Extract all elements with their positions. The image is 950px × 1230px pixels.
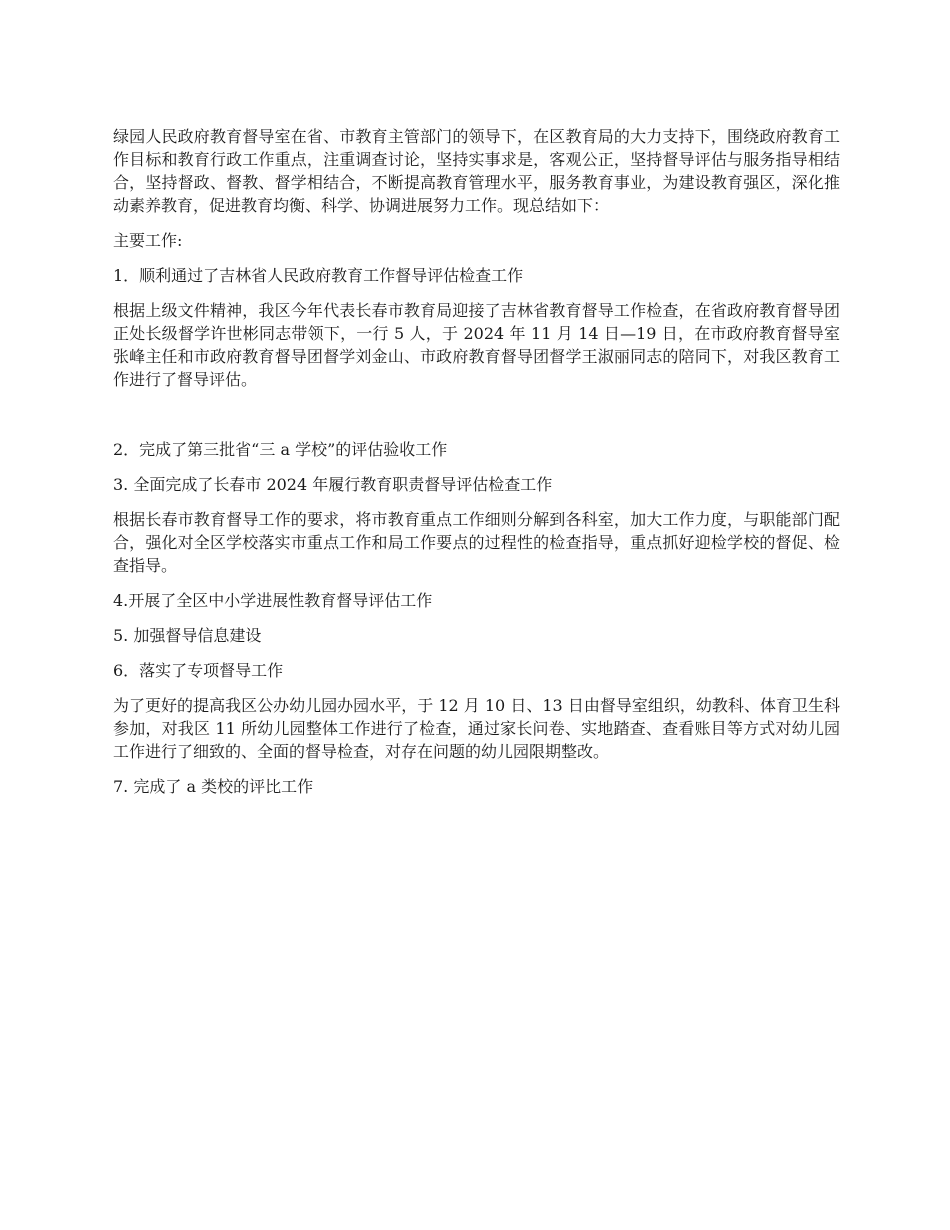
item-3-paragraph: 根据长春市教育督导工作的要求，将市教育重点工作细则分解到各科室，加大工作力度，与职能部门配合，强化对全区学校落实市重点工作和局工作要点的过程性的检查指导，重点抓好迎检学校的督促、检查指导。 [113, 510, 840, 575]
intro-paragraph: 绿园人民政府教育督导室在省、市教育主管部门的领导下，在区教育局的大力支持下，围绕政府教育工作目标和教育行政工作重点，注重调查讨论，坚持实事求是，客观公正，坚持督导评估与服务指导相结合，坚持督政、督教、督学相结合，不断提高教育管理水平，服务教育事业，为建设教育强区，深化推动素养教育，促进教育均衡、科学、协调进展努力工作。现总结如下： [113, 127, 840, 215]
item-6-heading: 6．落实了专项督导工作 [113, 661, 284, 680]
item-7-heading: 7. 完成了 a 类校的评比工作 [113, 777, 314, 796]
item-6-paragraph: 为了更好的提高我区公办幼儿园办园水平，于 12 月 10 日、13 日由督导室组织，幼教科、体育卫生科参加，对我区 11 所幼儿园整体工作进行了检查，通过家长问卷、实地踏查、查看账目等方式对幼儿园工作进行了细致的、全面的督导检查，对存在问题的幼儿园限期整改。 [113, 696, 840, 761]
main-work-heading: 主要工作: [113, 231, 183, 250]
item-2-heading: 2．完成了第三批省“三 a 学校”的评估验收工作 [113, 440, 448, 459]
item-4-heading: 4.开展了全区中小学进展性教育督导评估工作 [113, 591, 433, 610]
document-body [113, 125, 840, 810]
item-1-heading: 1．顺利通过了吉林省人民政府教育工作督导评估检查工作 [113, 266, 524, 285]
blank-space [113, 403, 840, 438]
item-3-heading: 3. 全面完成了长春市 2024 年履行教育职责督导评估检查工作 [113, 475, 553, 494]
item-5-heading: 5. 加强督导信息建设 [113, 626, 262, 645]
item-1-paragraph: 根据上级文件精神，我区今年代表长春市教育局迎接了吉林省教育督导工作检查，在省政府教育督导团正处长级督学许世彬同志带领下，一行 5 人，于 2024 年 11 月 14 日—19 日，在市政府教育督导室张峰主任和市政府教育督导团督学刘金山、市政府教育督导团督学王淑丽同志的陪同下，对我区教育工作进行了督导评估。 [113, 301, 840, 389]
